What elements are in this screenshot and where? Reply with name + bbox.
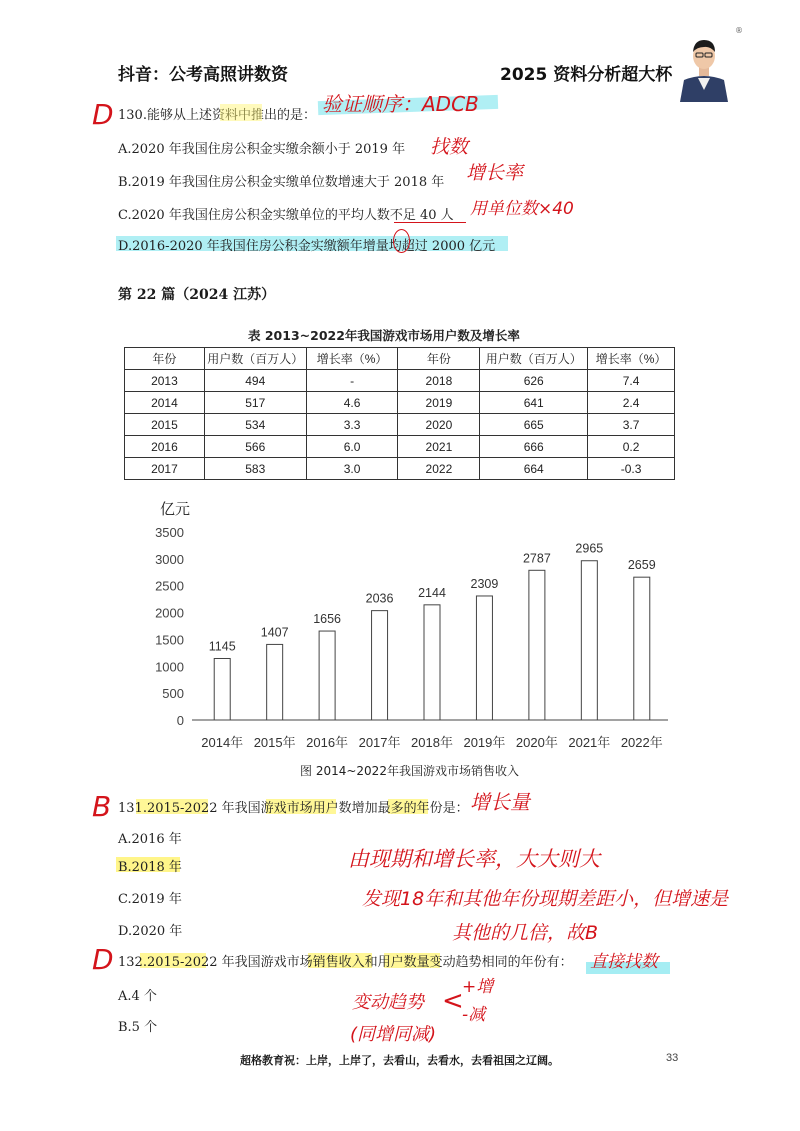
q132-analysis-trend: 变动趋势	[352, 992, 424, 1013]
table-header-row	[125, 348, 675, 370]
q132-option-b: B.5 个	[118, 1020, 158, 1035]
table-cell: 665	[480, 414, 588, 436]
sales-revenue-chart	[120, 496, 680, 786]
table-cell: 2022	[398, 458, 480, 480]
table-cell: 7.4	[588, 370, 675, 392]
table-cell: 2016	[125, 436, 205, 458]
table-cell: 566	[204, 436, 306, 458]
q131-option-a: A.2016 年	[118, 832, 182, 847]
table-header-cell: 增长率（%）	[306, 348, 398, 370]
bar-value-label: 1145	[208, 639, 236, 654]
q130-stem-highlight	[220, 104, 262, 121]
bar	[476, 596, 492, 720]
table-header-cell: 年份	[398, 348, 480, 370]
bar	[529, 570, 545, 720]
bar-value-label: 1656	[313, 612, 342, 627]
table-header-cell: 用户数（百万人）	[480, 348, 588, 370]
table-cell: -	[306, 370, 398, 392]
section-title: 第 22 篇（2024 江苏）	[118, 287, 276, 303]
bar	[319, 631, 335, 720]
bar	[267, 644, 283, 720]
x-tick-label: 2019年	[463, 735, 506, 750]
q132-analysis-decrease: -减	[462, 1005, 486, 1025]
q130-option-b-note: 增长率	[466, 162, 524, 184]
table-cell: 517	[204, 392, 306, 414]
q132-analysis-same: (同增同减)	[350, 1024, 437, 1045]
q131-note: 增长量	[470, 790, 530, 814]
table-cell: 3.0	[306, 458, 398, 480]
bar-value-label: 2309	[470, 576, 499, 591]
table-cell: 666	[480, 436, 588, 458]
q132-option-a: A.4 个	[118, 989, 157, 1004]
y-tick-label: 3000	[155, 551, 184, 567]
presenter-avatar	[676, 28, 732, 102]
y-tick-label: 1000	[155, 659, 184, 675]
bar	[581, 561, 597, 720]
table-cell: 2.4	[588, 392, 675, 414]
table-cell: 2015	[125, 414, 205, 436]
table-cell: 626	[480, 370, 588, 392]
q130-option-a-note: 找数	[430, 136, 469, 158]
y-tick-label: 1500	[155, 632, 184, 648]
q132-analysis-increase: +增	[462, 977, 494, 997]
table-cell: 3.7	[588, 414, 675, 436]
bar-value-label: 2144	[418, 585, 446, 600]
q132-analysis-brace: <	[442, 986, 464, 1016]
q130-stem: 130.能够从上述资料中推出的是：	[118, 108, 316, 123]
y-tick-label: 2000	[155, 605, 184, 621]
table-cell: 2019	[398, 392, 480, 414]
q130-option-a: A.2020 年我国住房公积金实缴余额小于 2019 年	[118, 142, 406, 157]
q130-answer-mark: D	[92, 98, 114, 131]
q131-analysis-line-3: 其他的几倍，故B	[452, 922, 599, 944]
q132-answer-mark: D	[92, 943, 114, 976]
y-tick-label: 500	[162, 686, 184, 702]
table-row	[125, 436, 675, 458]
table-row	[125, 392, 675, 414]
table-cell: 2020	[398, 414, 480, 436]
footer-text: 超格教育祝：上岸，上岸了，去看山，去看水，去看祖国之辽阔。	[240, 1054, 559, 1067]
table-cell: 4.6	[306, 392, 398, 414]
chart-caption: 图 2014~2022年我国游戏市场销售收入	[300, 764, 519, 778]
y-tick-label: 2500	[155, 578, 184, 594]
user-growth-table	[124, 347, 675, 480]
page-number: 33	[666, 1052, 679, 1064]
bar	[214, 658, 230, 720]
x-tick-label: 2020年	[515, 735, 558, 750]
table-cell: 2014	[125, 392, 205, 414]
table-cell: 664	[480, 458, 588, 480]
table-cell: 583	[204, 458, 306, 480]
header-right: 2025 资料分析超大杯	[500, 65, 673, 85]
y-tick-label: 0	[176, 713, 184, 728]
q130-option-c-note: 用单位数×40	[470, 199, 574, 219]
table-cell: -0.3	[588, 458, 675, 480]
table-row	[125, 414, 675, 436]
table-cell: 534	[204, 414, 306, 436]
table-cell: 6.0	[306, 436, 398, 458]
q131-stem: 131.2015-2022 年我国游戏市场用户数增加最多的年份是：	[118, 801, 469, 816]
q131-option-b: B.2018 年	[118, 860, 182, 875]
table-header-cell: 增长率（%）	[588, 348, 675, 370]
bar-value-label: 2659	[627, 558, 656, 573]
x-tick-label: 2021年	[568, 735, 611, 750]
bar	[634, 577, 650, 720]
q131-answer-mark: B	[92, 790, 112, 823]
table-cell: 2018	[398, 370, 480, 392]
q130-option-c: C.2020 年我国住房公积金实缴单位的平均人数不足 40 人	[118, 208, 454, 223]
table-row	[125, 370, 675, 392]
x-tick-label: 2017年	[358, 735, 401, 750]
y-tick-label: 3500	[155, 525, 184, 540]
x-tick-label: 2018年	[411, 735, 453, 750]
bar-value-label: 2787	[522, 551, 551, 566]
table-cell: 0.2	[588, 436, 675, 458]
x-tick-label: 2022年	[620, 735, 663, 750]
q131-option-d: D.2020 年	[118, 924, 183, 939]
bar-value-label: 2965	[575, 541, 604, 556]
q131-option-c: C.2019 年	[118, 892, 182, 907]
bar	[424, 605, 440, 720]
q130-option-d-circle	[393, 229, 410, 253]
y-axis-unit-label: 亿元	[160, 501, 191, 518]
table-cell: 494	[204, 370, 306, 392]
x-tick-label: 2014年	[201, 735, 244, 750]
bar-value-label: 1407	[260, 625, 289, 640]
bar-value-label: 2036	[365, 591, 394, 606]
table-cell: 2017	[125, 458, 205, 480]
q131-analysis-line-2: 发现18年和其他年份现期差距小，但增速是	[362, 888, 729, 910]
table-header-cell: 用户数（百万人）	[204, 348, 306, 370]
x-tick-label: 2016年	[306, 735, 349, 750]
q130-option-c-underline	[394, 222, 466, 223]
q130-option-d: D.2016-2020 年我国住房公积金实缴额年增量均超过 2000 亿元	[118, 239, 496, 254]
header-left: 抖音：公考高照讲数资	[118, 65, 288, 85]
x-tick-label: 2015年	[253, 735, 296, 750]
registered-mark: ®	[735, 26, 743, 35]
q130-option-b: B.2019 年我国住房公积金实缴单位数增速大于 2018 年	[118, 175, 445, 190]
table-cell: 641	[480, 392, 588, 414]
table-title: 表 2013~2022年我国游戏市场用户数及增长率	[248, 328, 520, 343]
q130-note: 验证顺序：ADCB	[322, 92, 479, 116]
table-header-cell: 年份	[125, 348, 205, 370]
table-row	[125, 458, 675, 480]
q131-analysis-line-1: 由现期和增长率，大大则大	[348, 847, 600, 871]
bar	[372, 611, 388, 720]
table-cell: 2021	[398, 436, 480, 458]
table-cell: 2013	[125, 370, 205, 392]
table-cell: 3.3	[306, 414, 398, 436]
q132-note: 直接找数	[590, 952, 658, 972]
q132-stem: 132.2015-2022 年我国游戏市场销售收入和用户数量变动趋势相同的年份有：	[118, 955, 573, 970]
